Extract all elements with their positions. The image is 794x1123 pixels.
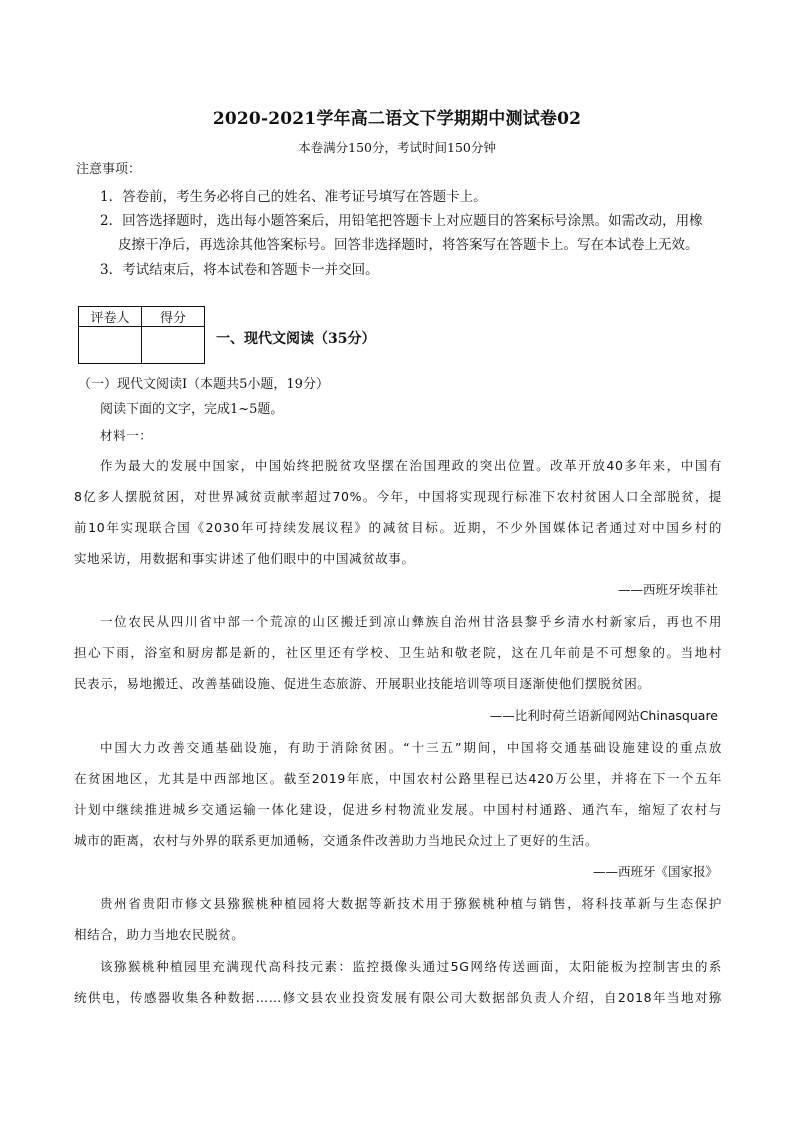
score-cell[interactable] (142, 327, 205, 364)
paragraph-line: 计划中继续推进城乡交通运输一体化建设，促进乡村物流业发展。中国村村通路、通汽车，缩短了农村与 (74, 802, 722, 817)
score-header: 得分 (142, 307, 205, 327)
paragraph-line: 8亿多人摆脱贫困，对世界减贫贡献率超过70%。今年，中国将实现现行标准下农村贫困人口全部脱贫，提 (74, 489, 722, 504)
notice-item-2: 2．回答选择题时，选出每小题答案后，用铅笔把答题卡上对应题目的答案标号涂黑。如需改动，用橡 (100, 213, 703, 229)
paragraph-line: 该猕猴桃种植园里充满现代高科技元素：监控摄像头通过5G网络传送画面，太阳能板为控制害虫的系 (100, 959, 722, 974)
reading-instruction: 阅读下面的文字，完成1~5题。 (100, 402, 284, 417)
paragraph-line: 一位农民从四川省中部一个荒凉的山区搬迁到凉山彝族自治州甘洛县黎乎乡清水村新家后，再也不用 (100, 614, 722, 629)
paragraph-line: 城市的距离，农村与外界的联系更加通畅，交通条件改善助力当地民众过上了更好的生活。 (74, 833, 599, 848)
paragraph-line: 作为最大的发展中国家，中国始终把脱贫攻坚摆在治国理政的突出位置。改革开放40多年来，中国有 (100, 458, 722, 473)
material-paragraph-1 (74, 456, 722, 567)
grader-cell[interactable] (79, 327, 142, 364)
source-attribution-3: ——西班牙《国家报》 (592, 864, 718, 879)
subsection-title: （一）现代文阅读Ⅰ（本题共5小题，19分） (78, 377, 329, 392)
paragraph-line: 民表示，易地搬迁、改善基础设施、促进生态旅游、开展职业技能培训等项目逐渐使他们摆脱贫困。 (74, 676, 651, 691)
material-paragraph-2 (74, 612, 722, 692)
grader-header: 评卷人 (79, 307, 142, 327)
material-paragraph-4 (74, 894, 722, 943)
exam-title: 2020-2021学年高二语文下学期期中测试卷02 (212, 109, 582, 129)
material-paragraph-3 (74, 738, 722, 849)
notice-item-1: 1．答卷前，考生务必将自己的姓名、准考证号填写在答题卡上。 (100, 189, 487, 205)
notice-heading: 注意事项： (76, 162, 142, 177)
paragraph-line: 前10年实现联合国《2030年可持续发展议程》的减贫目标。近期，不少外国媒体记者通过对中国乡村的 (74, 520, 722, 535)
material-label: 材料一： (100, 428, 153, 443)
paragraph-line: 贵州省贵阳市修文县猕猴桃种植园将大数据等新技术用于猕猴桃种植与销售，将科技革新与生态保护 (100, 896, 722, 911)
paragraph-line: 担心下雨，浴室和厨房都是新的，社区里还有学校、卫生站和敬老院，这在几年前是不可想象的。当地村 (74, 645, 722, 660)
notice-item-2-cont: 皮擦干净后，再选涂其他答案标号。回答非选择题时，将答案写在答题卡上。写在本试卷上无效。 (118, 237, 699, 253)
paragraph-line: 统供电，传感器收集各种数据……修文县农业投资发展有限公司大数据部负责人介绍，自2018年当地对猕 (74, 990, 722, 1005)
score-table (78, 306, 205, 364)
section-title: 一、现代文阅读（35分） (216, 331, 376, 347)
paragraph-line: 实地采访，用数据和事实讲述了他们眼中的中国减贫故事。 (74, 551, 415, 566)
paragraph-line: 在贫困地区，尤其是中西部地区。截至2019年底，中国农村公路里程已达420万公里，并将在下一个五年 (74, 771, 722, 786)
source-attribution-2: ——比利时荷兰语新闻网站Chinasquare (489, 708, 718, 723)
material-paragraph-5 (74, 957, 722, 1019)
source-attribution-1: ——西班牙埃菲社 (617, 582, 718, 597)
exam-subtitle: 本卷满分150分，考试时间150分钟 (298, 140, 496, 155)
paragraph-line: 中国大力改善交通基础设施，有助于消除贫困。“十三五”期间，中国将交通基础设施建设的重点放 (100, 740, 722, 755)
paragraph-line: 相结合，助力当地农民脱贫。 (74, 927, 245, 942)
notice-item-3: 3．考试结束后，将本试卷和答题卡一并交回。 (100, 262, 379, 278)
